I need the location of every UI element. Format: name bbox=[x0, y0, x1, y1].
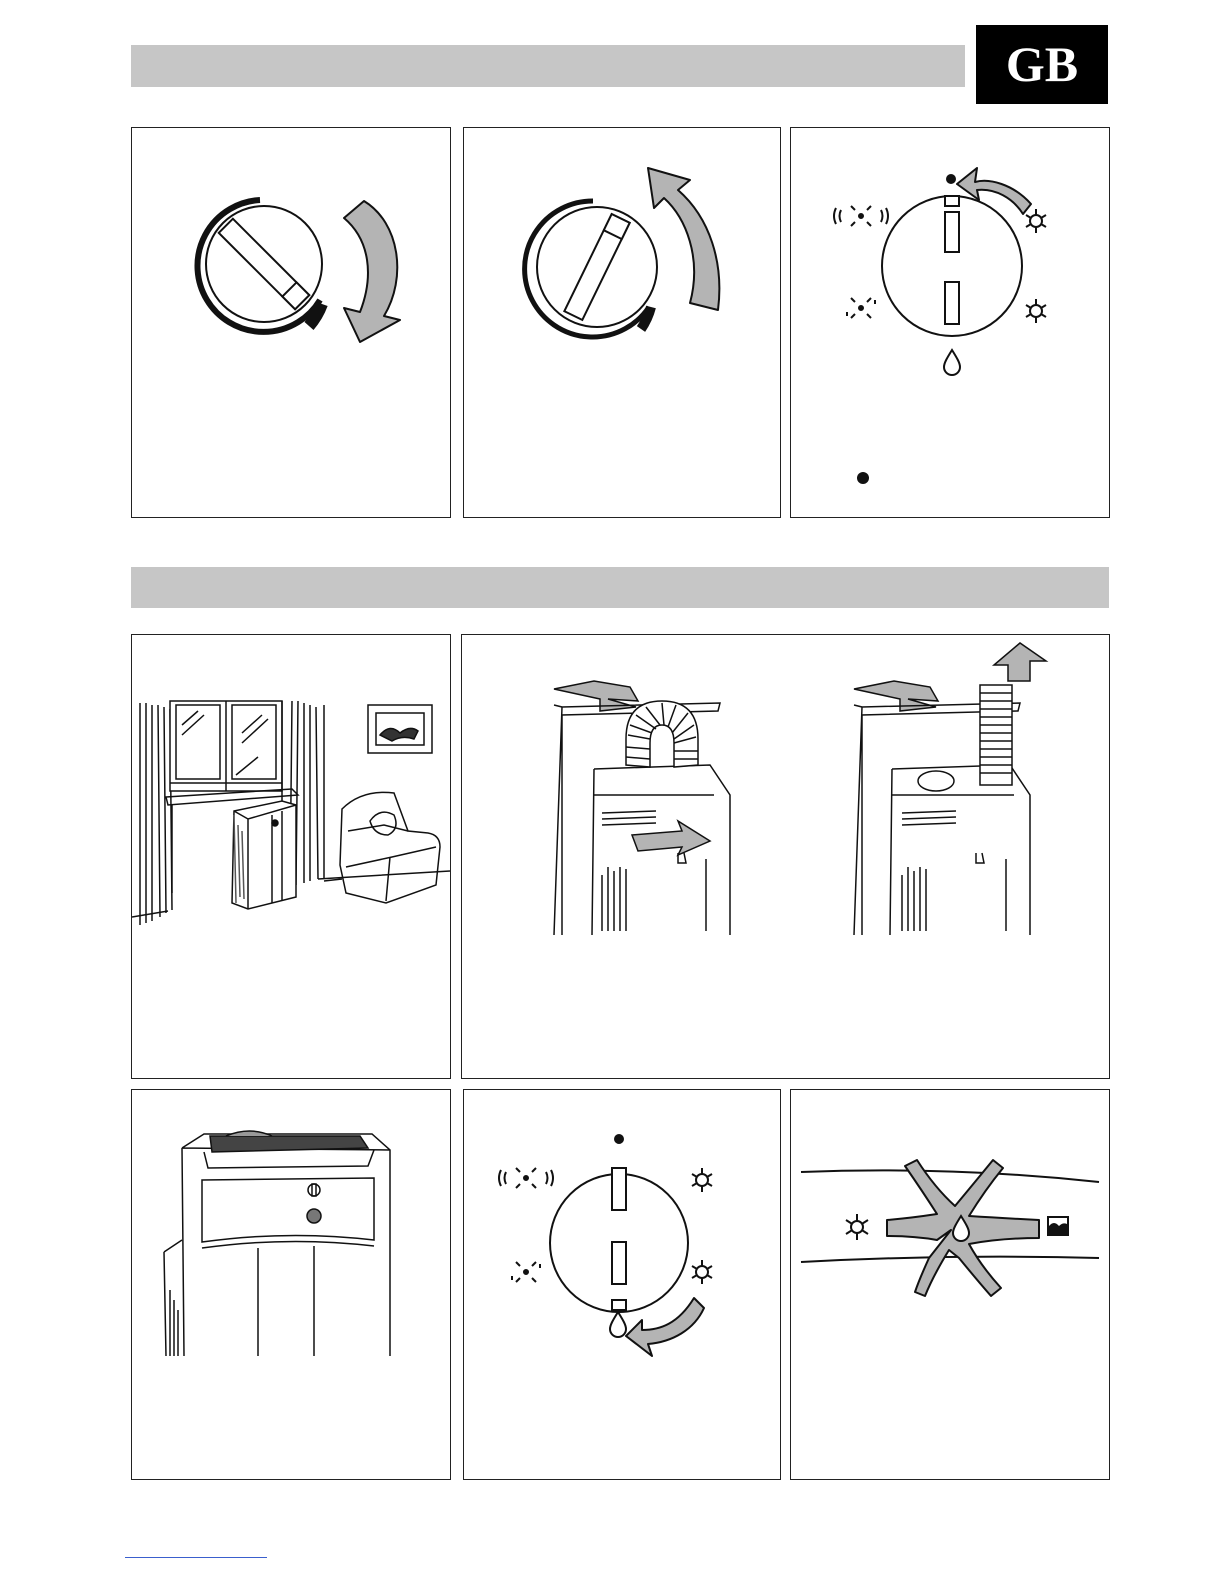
flexible-hose bbox=[626, 701, 698, 767]
armchair bbox=[340, 792, 440, 903]
snowflake-icon bbox=[1026, 209, 1046, 233]
control-dial-mini bbox=[307, 1184, 321, 1223]
fan-low-icon bbox=[847, 298, 875, 318]
panel-mode-selector-dehumidify bbox=[463, 1089, 781, 1480]
panel-dial-clockwise bbox=[131, 127, 451, 518]
airflow-arrow bbox=[994, 643, 1046, 681]
language-badge: GB bbox=[976, 25, 1108, 104]
panel-indicator-light bbox=[790, 1089, 1110, 1480]
indicator-light-illustration bbox=[791, 1090, 1111, 1481]
panel-hose-installation bbox=[461, 634, 1110, 1079]
airflow-arrow bbox=[632, 821, 710, 855]
off-dot-icon bbox=[614, 1134, 624, 1144]
fan-low-icon bbox=[512, 1262, 540, 1282]
straight-hose bbox=[980, 685, 1012, 785]
tank-full-icon bbox=[1048, 1217, 1068, 1235]
mode-selector-illustration bbox=[791, 128, 1111, 519]
mode-selector-dehumidify-illustration bbox=[464, 1090, 782, 1481]
panel-control-panel bbox=[131, 1089, 451, 1480]
dial-clockwise-illustration bbox=[132, 128, 452, 519]
curved-arrow-icon bbox=[648, 168, 719, 310]
portable-air-conditioner bbox=[232, 801, 296, 909]
panel-room-placement bbox=[131, 634, 451, 1079]
water-drop-icon bbox=[610, 1312, 626, 1337]
room-placement-illustration bbox=[132, 635, 452, 1080]
snowflake-icon bbox=[1026, 299, 1046, 323]
hose-installation-illustration bbox=[462, 635, 1111, 1080]
snowflake-icon bbox=[692, 1260, 712, 1284]
footer-link-underline[interactable] bbox=[125, 1557, 267, 1558]
snowflake-icon bbox=[846, 1214, 868, 1240]
control-panel-illustration bbox=[132, 1090, 452, 1481]
off-dot-icon bbox=[857, 472, 869, 484]
fan-high-icon bbox=[834, 206, 888, 226]
curved-arrow-icon bbox=[344, 201, 400, 342]
fan-high-icon bbox=[499, 1168, 553, 1188]
section-2-header-bar bbox=[131, 567, 1109, 608]
section-1-header-bar bbox=[131, 45, 965, 87]
off-dot-icon bbox=[946, 174, 956, 184]
water-drop-icon bbox=[944, 350, 960, 375]
panel-mode-selector-off bbox=[790, 127, 1110, 518]
panel-dial-counterclockwise bbox=[463, 127, 781, 518]
snowflake-icon bbox=[692, 1168, 712, 1192]
dial-counterclockwise-illustration bbox=[464, 128, 782, 519]
